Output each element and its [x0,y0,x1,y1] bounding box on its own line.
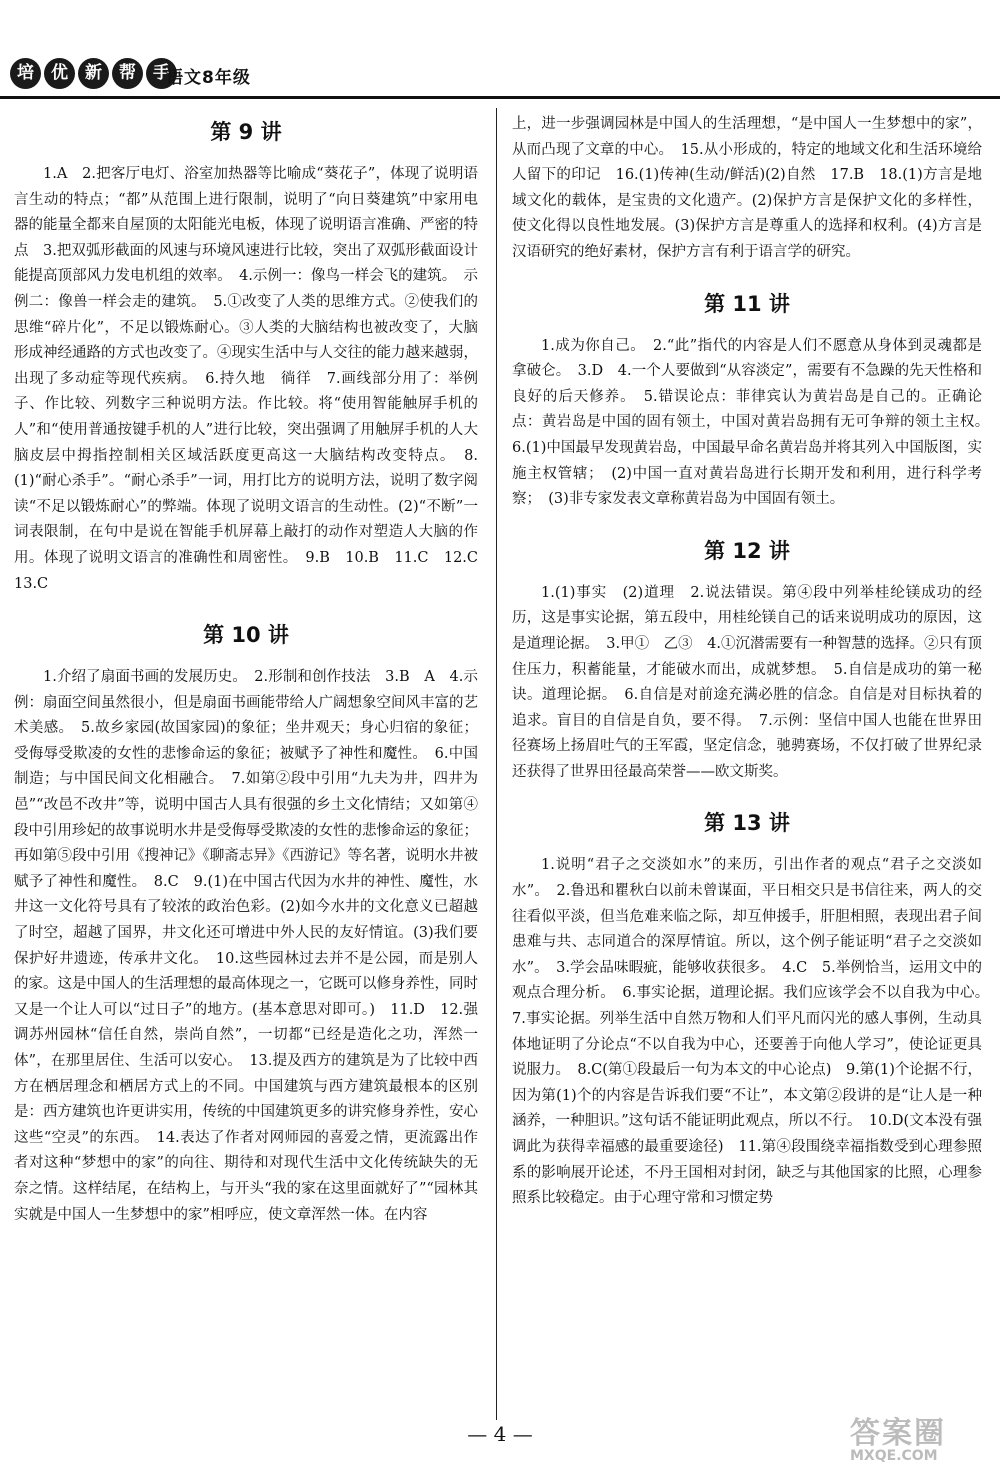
watermark-logo: 答案圈 [850,1416,946,1451]
watermark [850,1408,990,1464]
watermark-url: MXQE.COM [850,1448,938,1464]
page-number: — 4 — [467,1422,533,1446]
brand-char: 新 [78,58,109,89]
lecture-10-title: 第 10 讲 [203,623,289,648]
left-column [14,112,493,1412]
lecture-12-answers: 1.(1)事实 (2)道理 2.说法错误。第④段中列举桂纶镁成功的经历，这是事实论据，第五段中，用桂纶镁自己的话来说明成功的原因，这是道理论据。 3.甲① 乙③ 4.①沉潜需要有一种智慧的选择。②只有顶住压力，积蓄能量，才能破水而出，成就梦想。 5.自信是成功的第一秘诀。道理论据。 6.自信是对前途充满必胜的信念。自信是对目标执着的追求。盲目的自信是自负，要不得。 7.示例：坚信中国人也能在世界田径赛场上扬眉吐气的王军霞，坚定信念，驰骋赛场，不仅打破了世界纪录还获得了世界田径最高荣誉——欧文斯奖。 [512,584,982,780]
lecture-9-title: 第 9 讲 [210,120,282,144]
page-number-value: 4 [493,1422,507,1446]
brand-char: 手 [146,58,177,89]
brand-logo [10,58,180,89]
brand-char: 优 [44,58,75,89]
lecture-12-title: 第 12 讲 [704,538,790,563]
header-rule [0,96,1000,99]
brand-char: 培 [10,58,41,89]
brand-char: 帮 [112,58,143,89]
right-column [512,112,997,1412]
lecture-9-answers: 1.A 2.把客厅电灯、浴室加热器等比喻成“葵花子”，体现了说明语言生动的特点；“都”从范围上进行限制，说明了“向日葵建筑”中家用电器的能量全都来自屋顶的太阳能光电板，体现了说明语言准确、严密的特点 3.把双弧形截面的风速与环境风速进行比较，突出了双弧形截面设计能提高顶部风力发电机组的效率。 4.示例一：像鸟一样会飞的建筑。 示例二：像兽一样会走的建筑。 5.①改变了人类的思维方式。②使我们的思维“碎片化”，不足以锻炼耐心。③人类的大脑结构也被改变了，大脑形成神经通路的方式也改变了。④现实生活中与人交往的能力越来越弱，出现了多动症等现代疾病。 6.持久地 徜徉 7.画线部分用了：举例子、作比较、列数字三种说明方法。作比较。将“使用智能触屏手机的人”和“使用普通按键手机的人”进行比较，突出强调了用触屏手机的人大脑皮层中拇指控制相关区域活跃度更高这一大脑结构改变特点。 8.(1)“耐心杀手”。“耐心杀手”一词，用打比方的说明方法，说明了数字阅读“不足以锻炼耐心”的弊端。体现了说明文语言的生动性。(2)“不断”一词表限制，在句中是说在智能手机屏幕上敲打的动作对塑造人大脑的作用。体现了说明文语言的准确性和周密性。 9.B 10.B 11.C 12.C 13.C [14,166,493,592]
lecture-11-title: 第 11 讲 [704,291,790,316]
lecture-10-answers: 1.介绍了扇面书画的发展历史。 2.形制和创作技法 3.B A 4.示例：扇面空间虽然很小，但是扇面书画能带给人广阔想象空间风丰富的艺术美感。 5.故乡家园(故国家园)的象征；坐井观天；身心归宿的象征；受侮辱受欺凌的女性的悲惨命运的象征；被赋予了神性和魔性。 6.中国制造；与中国民间文化相融合。 7.如第②段中引用“九夫为井，四井为邑”“改邑不改井”等，说明中国古人具有很强的乡土文化情结；又如第④段中引用珍妃的故事说明水井是受侮辱受欺凌的女性的悲惨命运的象征；再如第⑤段中引用《搜神记》《聊斋志异》《西游记》等名著，说明水井被赋予了神性和魔性。 8.C 9.(1)在中国古代因为水井的神性、魔性，水井这一文化符号具有了较浓的政治色彩。(2)如今水井的文化意义已超越了时空，超越了国界，井文化还可增进中外人民的友好情谊。(3)我们要保护好井遗迹，传承井文化。 10.这些园林过去并不是公园，而是别人的家。这是中国人的生活理想的最高体现之一，它既可以修身养性，同时又是一个让人可以“过日子”的地方。(基本意思对即可。) 11.D 12.强调苏州园林“信任自然，崇尚自然”，一切都“已经是造化之功，浑然一体”，在那里居住、生活可以安心。 13.提及西方的建筑是为了比较中西方在栖居理念和栖居方式上的不同。中国建筑与西方建筑最根本的区别是：西方建筑也许更讲实用，传统的中国建筑更多的讲究修身养性，安心这些“空灵”的东西。 14.表达了作者对网师园的喜爱之情，更流露出作者对这种“梦想中的家”的向往、期待和对现代生活中文化传统缺失的无奈之情。这样结尾，在结构上，与开头“我的家在这里面就好了”“园林其实就是中国人一生梦想中的家”相呼应，使文章浑然一体。在内容 [14,669,478,1223]
subject-title: 语文8年级 [166,68,251,88]
column-divider [496,108,497,1420]
lecture-13-answers: 1.说明“君子之交淡如水”的来历，引出作者的观点“君子之交淡如水”。 2.鲁迅和瞿秋白以前未曾谋面，平日相交只是书信往来，两人的交往看似平淡，但当危难来临之际，却互伸援手，肝胆相照，表现出君子间患难与共、志同道合的深厚情谊。所以，这个例子能证明“君子之交淡如水”。 3.学会品味暇疵，能够收获很多。 4.C 5.举例恰当，运用文中的观点合理分析。 6.事实论据，道理论据。我们应该学会不以自我为中心。 7.事实论据。列举生活中自然万物和人们平凡而闪光的感人事例，生动具体地证明了分论点“不以自我为中心，还要善于向他人学习”，使论证更具说服力。 8.C(第①段最后一句为本文的中心论点) 9.第(1)个论据不行，因为第(1)个的内容是告诉我们要“不让”，本文第②段讲的是“让人是一种涵养，一种胆识。”这句话不能证明此观点，所以不行。 10.D(文本没有强调此为获得幸福感的最重要途径) 11.第④段围绕幸福指数受到心理参照系的影响展开论述，不丹王国相对封闭，缺乏与其他国家的比照，心理参照系比较稳定。由于心理守常和习惯定势 [512,857,997,1207]
lecture-13-title: 第 13 讲 [704,811,790,836]
lecture-11-answers: 1.成为你自己。 2.“此”指代的内容是人们不愿意从身体到灵魂都是拿破仑。 3.D 4.一个人要做到“从容淡定”，需要有不急躁的先天性格和良好的后天修养。 5.错误论点：菲律宾认为黄岩岛是自己的。正确论点：黄岩岛是中国的固有领土，中国对黄岩岛拥有无可争辩的领土主权。 6.(1)中国最早发现黄岩岛，中国最早命名黄岩岛并将其列入中国版图，实施主权管辖； (2)中国一直对黄岩岛进行长期开发和利用，进行科学考察； (3)非专家发表文章称黄岩岛为中国固有领土。 [512,337,997,508]
page-header [0,58,1000,94]
lecture-10-continued: 上，进一步强调园林是中国人的生活理想，“是中国人一生梦想中的家”，从而凸现了文章的中心。 15.从小形成的，特定的地域文化和生活环境给人留下的印记 16.(1)传神(生动/鲜活)(2)自然 17.B 18.(1)方言是地域文化的载体，是宝贵的文化遗产。(2)保护方言是保护文化的多样性，使文化得以良性地发展。(3)保护方言是尊重人的选择和权利。(4)方言是汉语研究的绝好素材，保护方言有利于语言学的研究。 [512,116,982,260]
